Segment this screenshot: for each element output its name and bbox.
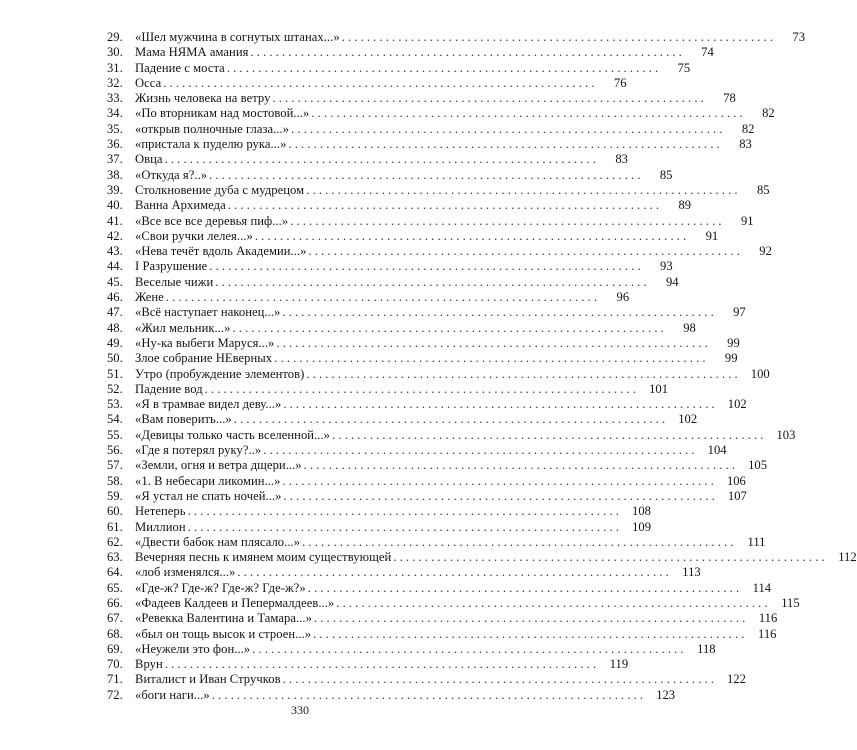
toc-entry	[107, 167, 673, 183]
entry-number: 66.	[107, 595, 123, 610]
entry-number: 41.	[107, 213, 123, 228]
dot-leader	[309, 244, 740, 259]
entry-number: 57.	[107, 458, 123, 473]
entry-number: 62.	[107, 534, 123, 549]
entry-page-number: 92	[759, 244, 772, 259]
entry-page-number: 102	[678, 412, 698, 427]
toc-entry	[107, 504, 651, 519]
entry-title: «Я в трамвае видел деву...»	[135, 397, 282, 412]
entry-page-number: 85	[659, 167, 673, 182]
dot-leader	[255, 229, 686, 244]
entry-page-number: 122	[727, 672, 746, 687]
toc-entry	[107, 198, 692, 213]
toc-entry	[107, 595, 800, 611]
toc-entry	[107, 45, 714, 60]
entry-title: Падение вод	[135, 381, 203, 396]
entry-title: «Жил мельник...»	[135, 320, 231, 335]
entry-number: 43.	[107, 244, 123, 259]
toc-entry	[107, 641, 716, 657]
entry-title: Миллион	[135, 519, 186, 534]
entry-number: 64.	[107, 565, 123, 580]
entry-number: 54.	[107, 412, 123, 427]
toc-entry	[107, 259, 673, 274]
entry-page-number: 102	[727, 397, 747, 412]
dot-leader	[237, 565, 668, 580]
dot-leader	[227, 61, 658, 76]
entry-number: 37.	[107, 152, 123, 167]
entry-page-number: 106	[726, 473, 746, 488]
toc-entry	[107, 305, 746, 320]
toc-entry	[107, 366, 770, 382]
entry-title: «1. В небесари ликомин...»	[135, 473, 281, 488]
entry-page-number: 116	[758, 611, 778, 626]
dot-leader	[188, 504, 619, 519]
dot-leader	[308, 581, 739, 596]
entry-number: 65.	[107, 580, 123, 595]
dot-leader	[163, 76, 594, 91]
dot-leader	[283, 672, 714, 687]
entry-title: Врун	[135, 657, 163, 672]
entry-title: Утро (пробуждение элементов)	[135, 366, 305, 381]
entry-number: 40.	[107, 198, 123, 213]
entry-title: «открыв полночные глаза...»	[135, 121, 290, 136]
dot-leader	[274, 351, 705, 366]
entry-title: Нетеперь	[135, 504, 186, 519]
dot-leader	[313, 627, 744, 642]
entry-page-number: 97	[733, 305, 746, 320]
entry-title: «Фадеев Калдеев и Пепермалдеев...»	[135, 595, 335, 610]
entry-title: Вечерняя песнь к имянем моим существующей	[135, 550, 392, 565]
dot-leader	[232, 321, 663, 336]
toc-entry	[107, 335, 740, 351]
entry-number: 50.	[107, 351, 123, 366]
dot-leader	[252, 642, 683, 657]
entry-page-number: 107	[727, 488, 747, 503]
dot-leader	[393, 550, 824, 565]
dot-leader	[276, 336, 707, 351]
toc-entry	[107, 30, 806, 45]
dot-leader	[205, 382, 636, 397]
entry-title: Мама НЯМА амания	[135, 45, 249, 60]
toc-entry	[107, 397, 747, 412]
entry-title: «боги наги...»	[135, 687, 210, 702]
entry-page-number: 98	[683, 320, 696, 335]
entry-title: «лоб изменялся...»	[135, 565, 236, 580]
entry-page-number: 101	[649, 381, 668, 396]
entry-title: «был он тощь высок и строен...»	[135, 626, 312, 641]
dot-leader	[228, 198, 659, 213]
entry-page-number: 74	[701, 45, 714, 60]
dot-leader	[311, 106, 742, 121]
entry-title: Падение с моста	[135, 60, 225, 75]
entry-number: 63.	[107, 550, 123, 565]
toc-entry	[107, 657, 629, 672]
entry-page-number: 93	[660, 259, 673, 274]
entry-number: 34.	[107, 106, 123, 121]
entry-page-number: 78	[723, 91, 736, 106]
dot-leader	[188, 520, 619, 535]
entry-number: 72.	[107, 687, 123, 702]
dot-leader	[215, 275, 646, 290]
toc-entry	[107, 687, 676, 703]
entry-number: 60.	[107, 504, 123, 519]
toc-entry	[107, 351, 738, 366]
dot-leader	[306, 183, 737, 198]
entry-title: «Девицы только часть вселенной...»	[135, 427, 331, 442]
entry-page-number: 115	[781, 595, 800, 610]
toc-entry	[107, 75, 627, 91]
entry-title: «Шел мужчина в согнутых штанах...»	[135, 30, 340, 44]
toc-entry	[107, 550, 857, 565]
entry-title: Столкновение дуба с мудрецом	[135, 182, 305, 197]
entry-page-number: 83	[615, 152, 628, 167]
dot-leader	[212, 688, 643, 703]
entry-title: Осса	[135, 75, 162, 90]
dot-leader	[291, 122, 722, 137]
dot-leader	[314, 611, 745, 626]
toc-entry	[107, 274, 679, 290]
dot-leader	[332, 428, 763, 443]
toc-entry	[107, 228, 719, 244]
page-number: 330	[291, 703, 309, 717]
entry-title: Ванна Архимеда	[135, 198, 226, 213]
dot-leader	[272, 91, 703, 106]
entry-title: Жизнь человека на ветру	[135, 91, 271, 106]
dot-leader	[304, 458, 735, 473]
toc-entry	[107, 106, 775, 121]
dot-leader	[282, 305, 713, 320]
toc-entry	[107, 244, 772, 259]
entry-title: «Вам поверить...»	[135, 412, 232, 427]
toc-entry	[107, 427, 796, 443]
dot-leader	[250, 45, 681, 60]
entry-title: «По вторникам над мостовой...»	[135, 106, 310, 121]
dot-leader	[263, 443, 694, 458]
entry-title: «Неужели это фон...»	[135, 641, 251, 656]
entry-number: 55.	[107, 427, 123, 442]
dot-leader	[302, 535, 733, 550]
entry-number: 45.	[107, 274, 123, 289]
entry-page-number: 75	[677, 60, 691, 75]
entry-number: 29.	[107, 30, 123, 44]
entry-number: 46.	[107, 290, 123, 305]
entry-title: «Двести бабок нам плясало...»	[135, 534, 301, 549]
toc-entry	[107, 60, 691, 76]
entry-number: 31.	[107, 60, 123, 75]
entry-number: 58.	[107, 473, 123, 488]
entry-page-number: 100	[750, 366, 770, 381]
toc-entry	[107, 182, 770, 198]
toc-entry	[107, 458, 767, 473]
entry-title: Виталист и Иван Стручков	[135, 672, 281, 687]
entry-number: 70.	[107, 657, 123, 672]
dot-leader	[209, 168, 640, 183]
entry-number: 32.	[107, 75, 123, 90]
entry-number: 67.	[107, 611, 123, 626]
entry-number: 42.	[107, 228, 123, 243]
toc-entry	[107, 320, 696, 336]
entry-number: 69.	[107, 641, 123, 656]
toc-entry	[107, 381, 668, 397]
entry-page-number: 99	[727, 335, 740, 350]
dot-leader	[342, 30, 773, 45]
entry-page-number: 105	[748, 458, 767, 473]
entry-title: «Где-ж? Где-ж? Где-ж? Где-ж?»	[135, 580, 306, 595]
entry-number: 44.	[107, 259, 123, 274]
entry-title: «Я устал не спать ночей...»	[135, 488, 282, 503]
entry-page-number: 82	[762, 106, 775, 121]
entry-number: 51.	[107, 366, 123, 381]
entry-page-number: 118	[697, 641, 716, 656]
entry-title: Веселые чижи	[135, 274, 214, 289]
entry-number: 47.	[107, 305, 123, 320]
entry-number: 68.	[107, 626, 123, 641]
entry-number: 59.	[107, 488, 123, 503]
toc-entry	[107, 137, 752, 152]
entry-title: «Нева течёт вдоль Академии...»	[135, 244, 307, 259]
toc-entry	[107, 488, 747, 504]
entry-title: «Ну-ка выбеги Маруся...»	[135, 335, 275, 350]
entry-title: Злое собрание НЕверных	[135, 351, 273, 366]
entry-page-number: 91	[740, 213, 754, 228]
entry-page-number: 123	[656, 687, 676, 702]
entry-page-number: 113	[682, 565, 701, 580]
entry-number: 53.	[107, 397, 123, 412]
toc-entry	[107, 152, 628, 167]
dot-leader	[165, 152, 596, 167]
entry-page-number: 99	[724, 351, 738, 366]
entry-page-number: 109	[632, 519, 651, 534]
entry-page-number: 83	[739, 137, 752, 152]
entry-number: 61.	[107, 519, 123, 534]
dot-leader	[234, 412, 665, 427]
entry-title: «Откуда я?..»	[135, 167, 208, 182]
entry-page-number: 103	[776, 427, 796, 442]
dot-leader	[290, 214, 721, 229]
entry-number: 30.	[107, 45, 123, 60]
entry-number: 38.	[107, 167, 123, 182]
entry-number: 49.	[107, 335, 123, 350]
entry-page-number: 85	[756, 182, 770, 197]
entry-page-number: 114	[752, 580, 772, 595]
entry-number: 48.	[107, 320, 123, 335]
dot-leader	[209, 259, 640, 274]
dot-leader	[165, 657, 596, 672]
entry-page-number: 82	[741, 121, 755, 136]
toc-entry	[107, 534, 766, 550]
entry-page-number: 111	[747, 534, 766, 549]
toc-entry	[107, 91, 736, 106]
entry-page-number: 89	[678, 198, 692, 213]
entry-page-number: 91	[705, 228, 719, 243]
toc-entry	[107, 565, 701, 580]
dot-leader	[283, 489, 714, 504]
entry-number: 52.	[107, 381, 123, 396]
entry-title: «Где я потерял руку?..»	[135, 443, 262, 458]
toc-entry	[107, 473, 746, 489]
dot-leader	[306, 367, 737, 382]
toc-entry	[107, 519, 651, 535]
toc-entry	[107, 611, 778, 626]
toc-entry	[107, 626, 777, 642]
entry-title: «Ревекка Валентина и Тамара...»	[135, 611, 312, 626]
entry-title: «Все все все деревья пиф...»	[135, 213, 289, 228]
entry-number: 33.	[107, 91, 123, 106]
entry-number: 35.	[107, 121, 123, 136]
table-of-contents	[107, 30, 857, 703]
entry-title: I Разрушение	[135, 259, 208, 274]
toc-entry	[107, 443, 727, 458]
entry-page-number: 73	[792, 30, 806, 44]
dot-leader	[282, 474, 713, 489]
entry-title: «Всё наступает наконец...»	[135, 305, 281, 320]
entry-title: Овца	[135, 152, 163, 167]
toc-entry	[107, 412, 698, 427]
toc-entry	[107, 580, 772, 596]
entry-page-number: 112	[838, 550, 857, 565]
entry-number: 36.	[107, 137, 123, 152]
entry-number: 71.	[107, 672, 123, 687]
dot-leader	[283, 397, 714, 412]
entry-page-number: 104	[707, 443, 727, 458]
entry-title: Жене	[135, 290, 164, 305]
entry-title: «Свои ручки лелея...»	[135, 228, 253, 243]
entry-number: 39.	[107, 182, 123, 197]
dot-leader	[166, 290, 597, 305]
entry-page-number: 96	[616, 290, 630, 305]
toc-entry	[107, 290, 630, 305]
entry-title: «Земли, огня и ветра дщери...»	[135, 458, 302, 473]
entry-page-number: 108	[632, 504, 651, 519]
entry-number: 56.	[107, 443, 123, 458]
entry-page-number: 119	[609, 657, 629, 672]
entry-page-number: 116	[757, 626, 777, 641]
entry-page-number: 76	[613, 75, 627, 90]
entry-title: «пристала к пуделю рука...»	[135, 137, 287, 152]
toc-entry	[107, 213, 754, 229]
entry-page-number: 94	[666, 274, 679, 289]
dot-leader	[288, 137, 719, 152]
dot-leader	[336, 596, 767, 611]
toc-entry	[107, 672, 746, 687]
toc-entry	[107, 121, 755, 137]
